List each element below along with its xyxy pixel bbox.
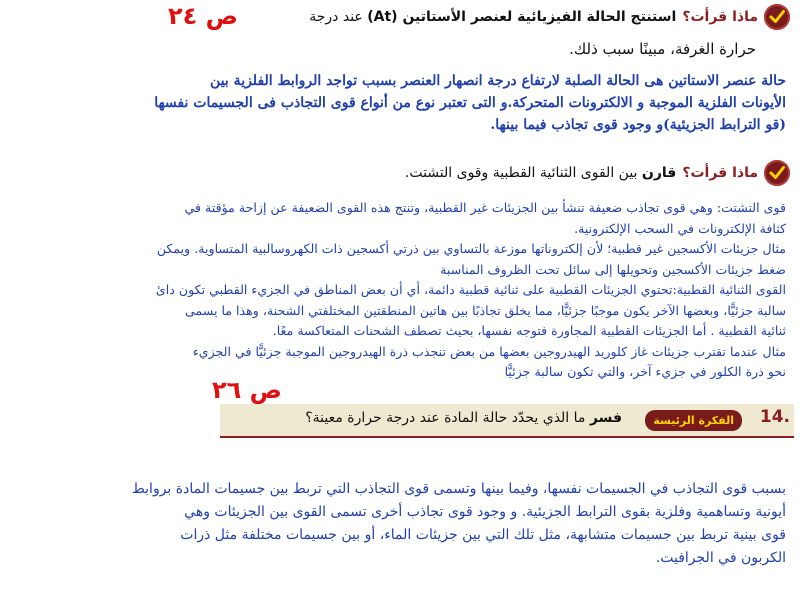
answer-line: نحو ذرة الكلور في جزيء آخر، والتي تكون سالبة جزئيًّا xyxy=(504,364,786,379)
answer-line: القوى الثنائية القطبية:تحتوي الجزيئات القطبية على ثنائية قطبية دائمة، أي أن بعض المناطق في الجزيء القطبي تكون دائ xyxy=(155,282,786,297)
question-1-line-2: حرارة الغرفة، مبينًا سبب ذلك. xyxy=(569,40,756,58)
question-bold: استنتج الحالة الفيزيائية لعنصر الأستاتين (At) xyxy=(367,9,677,25)
question-text xyxy=(405,165,676,181)
page-reference-24: ص ٢٤ xyxy=(168,2,238,30)
answer-line: كثافة الإلكترونات في السحب الإلكترونية. xyxy=(574,220,786,236)
question-1 xyxy=(309,4,790,30)
question-14-bar xyxy=(220,404,794,438)
answer-line: سالبة جزئيًّا، وبعضها الآخر يكون موجبًا جزئيًّا، مما يخلق تجاذبًا بين هاتين المنطقتين المختلفتي الشحنة، وهذا ما يسمى xyxy=(184,302,786,318)
question-bold: قارن xyxy=(641,165,677,181)
page-reference-26: ص ٢٦ xyxy=(212,376,282,404)
answer-line: حالة عنصر الاستاتين هى الحالة الصلبة لارتفاع درجة انصهار العنصر بسبب تواجد الروابط الفلزية بين xyxy=(210,73,786,89)
answer-line: بسبب قوى التجاذب في الجسيمات نفسها، وفيما بينها وتسمى قوى التجاذب التي تربط بين جسيمات المادة بروابط xyxy=(131,481,786,497)
answer-line: قوى بينية تربط بين جسيمات متشابهة، مثل تلك التي بين جزيئات الماء، أو بين جسيمات مختلفة مثل ذرات xyxy=(180,527,786,543)
answer-line: أيونية وتساهمية وفلزية بقوى الترابط الجزيئية. و وجود قوى تجاذب أخرى تسمى القوى بين الجزيئات وهي xyxy=(184,504,786,520)
question-text xyxy=(305,410,622,426)
answer-3 xyxy=(14,478,786,570)
checkmark-icon xyxy=(764,160,790,186)
answer-1 xyxy=(4,70,786,136)
answer-2 xyxy=(4,198,786,383)
answer-line: قوى التشتت: وهي قوى تجاذب ضعيفة تنشأ بين الجزيئات غير القطبية، وتنتج هذه القوى الضعيفة عن إزاحة مؤقتة في xyxy=(184,200,786,215)
answer-line: (قو الترابط الجزيئية)و وجود قوى تجاذب فيما بينها. xyxy=(490,117,786,133)
question-text xyxy=(309,9,676,25)
question-number: .14 xyxy=(759,407,790,427)
question-lead: ماذا قرأت؟ xyxy=(682,9,758,25)
question-2 xyxy=(405,160,790,186)
question-rest: ما الذي يحدّد حالة المادة عند درجة حرارة معينة؟ xyxy=(305,410,586,426)
answer-line: ضغط جزيئات الأكسجين وتحويلها إلى سائل تحت الظروف المناسبة xyxy=(440,261,786,277)
main-idea-badge: الفكرة الرئيسة xyxy=(645,410,742,431)
question-bold: فسر xyxy=(589,410,622,426)
answer-line: ثنائية القطبية . أما الجزيئات القطبية المجاورة فتوجه نفسها، بحيث تصطف الشحنات المتعاكسة معًا. xyxy=(272,323,786,338)
question-rest: بين القوى الثنائية القطبية وقوى التشتت. xyxy=(404,165,638,181)
answer-line: الأيونات الفلزية الموجبة و الالكترونات المتحركة.و التى تعتبر نوع من أنواع قوى التجاذب فى الجسيمات نفسها xyxy=(154,95,786,111)
question-lead: ماذا قرأت؟ xyxy=(682,165,758,181)
answer-line: مثال جزيئات الأكسجين غير قطبية؛ لأن إلكتروناتها موزعة بالتساوي بين ذرتي أكسجين ذات الكهروسالبية المتساوية. ويمكن xyxy=(156,241,786,256)
answer-line: الكربون في الجرافيت. xyxy=(655,550,786,566)
answer-line: مثال عندما تقترب جزيئات غاز كلوريد الهيدروجين بعضها من بعض تنجذب ذرة الهيدروجين الموجبة جزئيًّا في الجزيء xyxy=(192,343,786,359)
checkmark-icon xyxy=(764,4,790,30)
question-rest: عند درجة xyxy=(309,9,363,25)
